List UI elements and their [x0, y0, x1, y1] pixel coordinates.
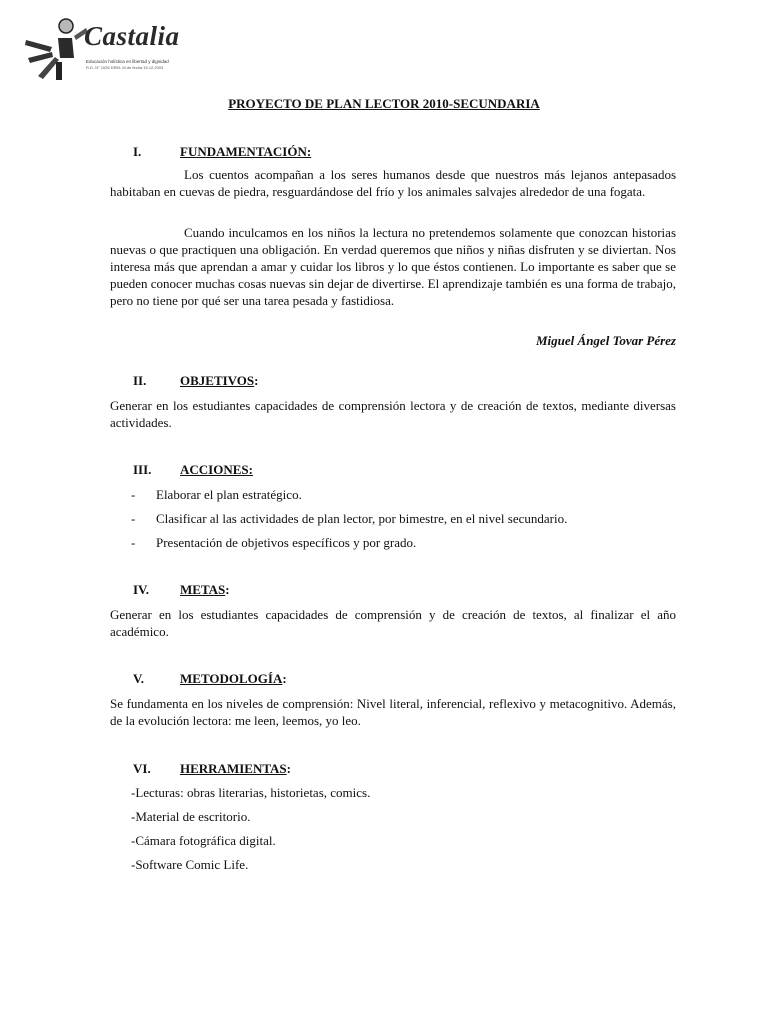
fundamentacion-paragraph-2: Cuando inculcamos en los niños la lectura no pretendemos solamente que conozcan historias nuevas o que practiquen una obligación. En verdad queremos que niños y niñas disfruten y se diviertan. Nos interesa más que aprendan a amar y cuidar los libros y lo que éstos contienen. Lo importante es saber que se pueden conocer muchas cosas nuevas sin dejar de divertirse. El aprendizaje también es una forma de trabajo, pero no tiene por qué ser una tarea pesada y fastidiosa.: [110, 225, 676, 308]
acciones-item: - Elaborar el plan estratégico.: [131, 487, 302, 502]
section-colon: :: [254, 373, 259, 388]
section-number: III.: [133, 462, 152, 477]
document-title: PROYECTO DE PLAN LECTOR 2010-SECUNDARIA: [228, 96, 540, 111]
section-heading-acciones: [133, 461, 253, 478]
section-title: METAS: [180, 582, 226, 597]
castalia-logo: [22, 14, 182, 84]
herramientas-item: -Material de escritorio.: [131, 809, 251, 824]
section-heading-objetivos: [133, 372, 259, 389]
objetivos-text: Generar en los estudiantes capacidades de comprensión lectora y de creación de textos, mediante diversas actividades.: [110, 398, 676, 430]
section-number: II.: [133, 373, 147, 388]
section-title: FUNDAMENTACIÓN:: [180, 144, 312, 159]
castalia-emblem-icon: [22, 14, 92, 84]
herramientas-item: -Cámara fotográfica digital.: [131, 833, 276, 848]
section-title: OBJETIVOS: [180, 373, 255, 388]
acciones-item-text: Presentación de objetivos específicos y por grado.: [156, 535, 417, 550]
section-title: METODOLOGÍA: [180, 671, 283, 686]
metas-text: Generar en los estudiantes capacidades de comprensión y de creación de textos, al finalizar el año académico.: [110, 607, 676, 639]
acciones-item: - Clasificar al las actividades de plan lector, por bimestre, en el nivel secundario.: [131, 511, 568, 526]
section-title: ACCIONES:: [180, 462, 253, 477]
section-colon: :: [282, 671, 287, 686]
section-heading-herramientas: [133, 760, 291, 777]
herramientas-item: -Lecturas: obras literarias, historietas, comics.: [131, 785, 371, 800]
author-signature: Miguel Ángel Tovar Pérez: [536, 333, 676, 348]
section-heading-fundamentacion: [133, 143, 311, 160]
section-number: IV.: [133, 582, 150, 597]
logo-subline: R.D. N° 1026 DREL M de fecha 15.12.2003: [86, 65, 164, 70]
section-heading-metodologia: [133, 670, 287, 687]
acciones-item-text: Clasificar al las actividades de plan lector, por bimestre, en el nivel secundario.: [156, 511, 568, 526]
section-title: HERRAMIENTAS: [180, 761, 287, 776]
acciones-item-text: Elaborar el plan estratégico.: [156, 487, 302, 502]
fundamentacion-paragraph-1: Los cuentos acompañan a los seres humanos desde que nuestros más lejanos antepasados habitaban en cuevas de piedra, resguardándose del frío y los animales salvajes alrededor de una fogata.: [110, 167, 676, 199]
section-number: VI.: [133, 761, 151, 776]
section-colon: :: [286, 761, 292, 776]
section-heading-metas: [133, 581, 230, 598]
herramientas-item: -Software Comic Life.: [131, 857, 249, 872]
metodologia-text: Se fundamenta en los niveles de comprensión: Nivel literal, inferencial, reflexivo y metacognitivo. Además, de la evolución lectora: me leen, leemos, yo leo.: [110, 696, 676, 728]
acciones-item: - Presentación de objetivos específicos y por grado.: [131, 535, 417, 550]
logo-name: Castalia: [84, 21, 180, 51]
section-number: V.: [133, 671, 144, 686]
section-number: I.: [133, 144, 142, 159]
logo-tagline: Educación holística en libertad y dignidad: [86, 59, 169, 64]
section-colon: :: [225, 582, 230, 597]
